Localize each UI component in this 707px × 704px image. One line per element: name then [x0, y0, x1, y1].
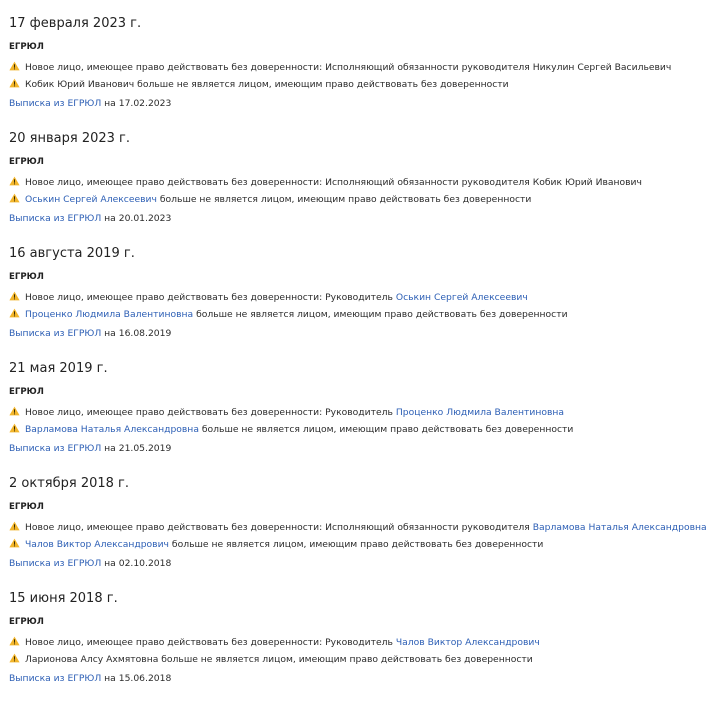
extract-date: на 21.05.2019: [101, 443, 172, 454]
egrul-extract-link[interactable]: Выписка из ЕГРЮЛ: [9, 98, 102, 109]
warning-icon: [9, 423, 20, 433]
person-link[interactable]: Оськин Сергей Алексеевич: [25, 194, 157, 205]
extract-line: [9, 212, 171, 226]
person-link[interactable]: Чалов Виктор Александрович: [395, 637, 540, 648]
egrul-extract-link[interactable]: Выписка из ЕГРЮЛ: [9, 558, 102, 569]
new-signatory-event: [9, 176, 642, 190]
entry-source: ЕГРЮЛ: [9, 387, 44, 397]
person-name: Ларионова Алсу Ахмятовна: [25, 654, 159, 665]
egrul-extract-link[interactable]: Выписка из ЕГРЮЛ: [9, 673, 102, 684]
warning-icon: [9, 538, 20, 548]
new-signatory-event: [9, 636, 540, 650]
entry-source: ЕГРЮЛ: [9, 157, 44, 167]
extract-date: на 20.01.2023: [101, 213, 172, 224]
history-entry: [9, 14, 680, 129]
event-text: Новое лицо, имеющее право действовать без доверенности: Руководитель: [25, 407, 396, 418]
warning-icon: [9, 653, 20, 663]
person-link[interactable]: Чалов Виктор Александрович: [25, 539, 169, 550]
egrul-extract-link[interactable]: Выписка из ЕГРЮЛ: [9, 213, 102, 224]
former-signatory-event: [9, 193, 531, 207]
new-signatory-event: [9, 291, 528, 305]
person-name: Кобик Юрий Иванович: [532, 177, 642, 188]
event-text: больше не является лицом, имеющим право действовать без доверенности: [156, 194, 532, 205]
former-signatory-event: [9, 423, 573, 437]
warning-icon: [9, 291, 20, 301]
extract-line: [9, 442, 171, 456]
entry-source: ЕГРЮЛ: [9, 272, 44, 282]
warning-icon: [9, 78, 20, 88]
entry-source: ЕГРЮЛ: [9, 42, 44, 52]
event-text: больше не является лицом, имеющим право действовать без доверенности: [158, 654, 533, 665]
person-link[interactable]: Проценко Людмила Валентиновна: [25, 309, 194, 320]
entry-date: 2 октября 2018 г.: [9, 476, 130, 491]
person-name: Кобик Юрий Иванович: [25, 79, 135, 90]
entry-date: 17 февраля 2023 г.: [9, 16, 142, 31]
extract-date: на 17.02.2023: [101, 98, 172, 109]
event-text: больше не является лицом, имеющим право действовать без доверенности: [193, 309, 568, 320]
entry-date: 20 января 2023 г.: [9, 131, 131, 146]
person-link[interactable]: Проценко Людмила Валентиновна: [395, 407, 564, 418]
former-signatory-event: [9, 653, 533, 667]
new-signatory-event: [9, 61, 671, 75]
entry-date: 16 августа 2019 г.: [9, 246, 135, 261]
warning-icon: [9, 308, 20, 318]
warning-icon: [9, 521, 20, 531]
extract-line: [9, 557, 171, 571]
extract-line: [9, 672, 171, 686]
change-history-feed: [9, 14, 707, 704]
event-text: Новое лицо, имеющее право действовать без доверенности: Исполняющий обязанности руководителя: [25, 522, 533, 533]
entry-date: 15 июня 2018 г.: [9, 591, 118, 606]
warning-icon: [9, 176, 20, 186]
person-link[interactable]: Оськин Сергей Алексеевич: [395, 292, 528, 303]
event-text: больше не является лицом, имеющим право действовать без доверенности: [168, 539, 544, 550]
new-signatory-event: [9, 521, 707, 535]
history-entry: [9, 589, 680, 704]
warning-icon: [9, 61, 20, 71]
history-entry: [9, 359, 680, 474]
extract-line: [9, 97, 171, 111]
extract-line: [9, 327, 171, 341]
entry-source: ЕГРЮЛ: [9, 502, 44, 512]
event-text: Новое лицо, имеющее право действовать без доверенности: Руководитель: [25, 637, 396, 648]
entry-source: ЕГРЮЛ: [9, 617, 44, 627]
history-entry: [9, 244, 680, 359]
former-signatory-event: [9, 308, 568, 322]
egrul-extract-link[interactable]: Выписка из ЕГРЮЛ: [9, 328, 102, 339]
entry-date: 21 мая 2019 г.: [9, 361, 108, 376]
new-signatory-event: [9, 406, 564, 420]
extract-date: на 02.10.2018: [101, 558, 172, 569]
extract-date: на 15.06.2018: [101, 673, 172, 684]
person-link[interactable]: Варламова Наталья Александровна: [532, 522, 707, 533]
warning-icon: [9, 636, 20, 646]
former-signatory-event: [9, 78, 509, 92]
egrul-extract-link[interactable]: Выписка из ЕГРЮЛ: [9, 443, 102, 454]
person-link[interactable]: Варламова Наталья Александровна: [25, 424, 199, 435]
warning-icon: [9, 406, 20, 416]
event-text: Новое лицо, имеющее право действовать без доверенности: Исполняющий обязанности руководителя: [25, 62, 533, 73]
extract-date: на 16.08.2019: [101, 328, 172, 339]
event-text: Новое лицо, имеющее право действовать без доверенности: Руководитель: [25, 292, 396, 303]
event-text: больше не является лицом, имеющим право действовать без доверенности: [134, 79, 509, 90]
former-signatory-event: [9, 538, 543, 552]
history-entry: [9, 129, 680, 244]
person-name: Никулин Сергей Васильевич: [532, 62, 672, 73]
history-entry: [9, 474, 707, 589]
event-text: больше не является лицом, имеющим право действовать без доверенности: [198, 424, 574, 435]
event-text: Новое лицо, имеющее право действовать без доверенности: Исполняющий обязанности руководителя: [25, 177, 533, 188]
warning-icon: [9, 193, 20, 203]
